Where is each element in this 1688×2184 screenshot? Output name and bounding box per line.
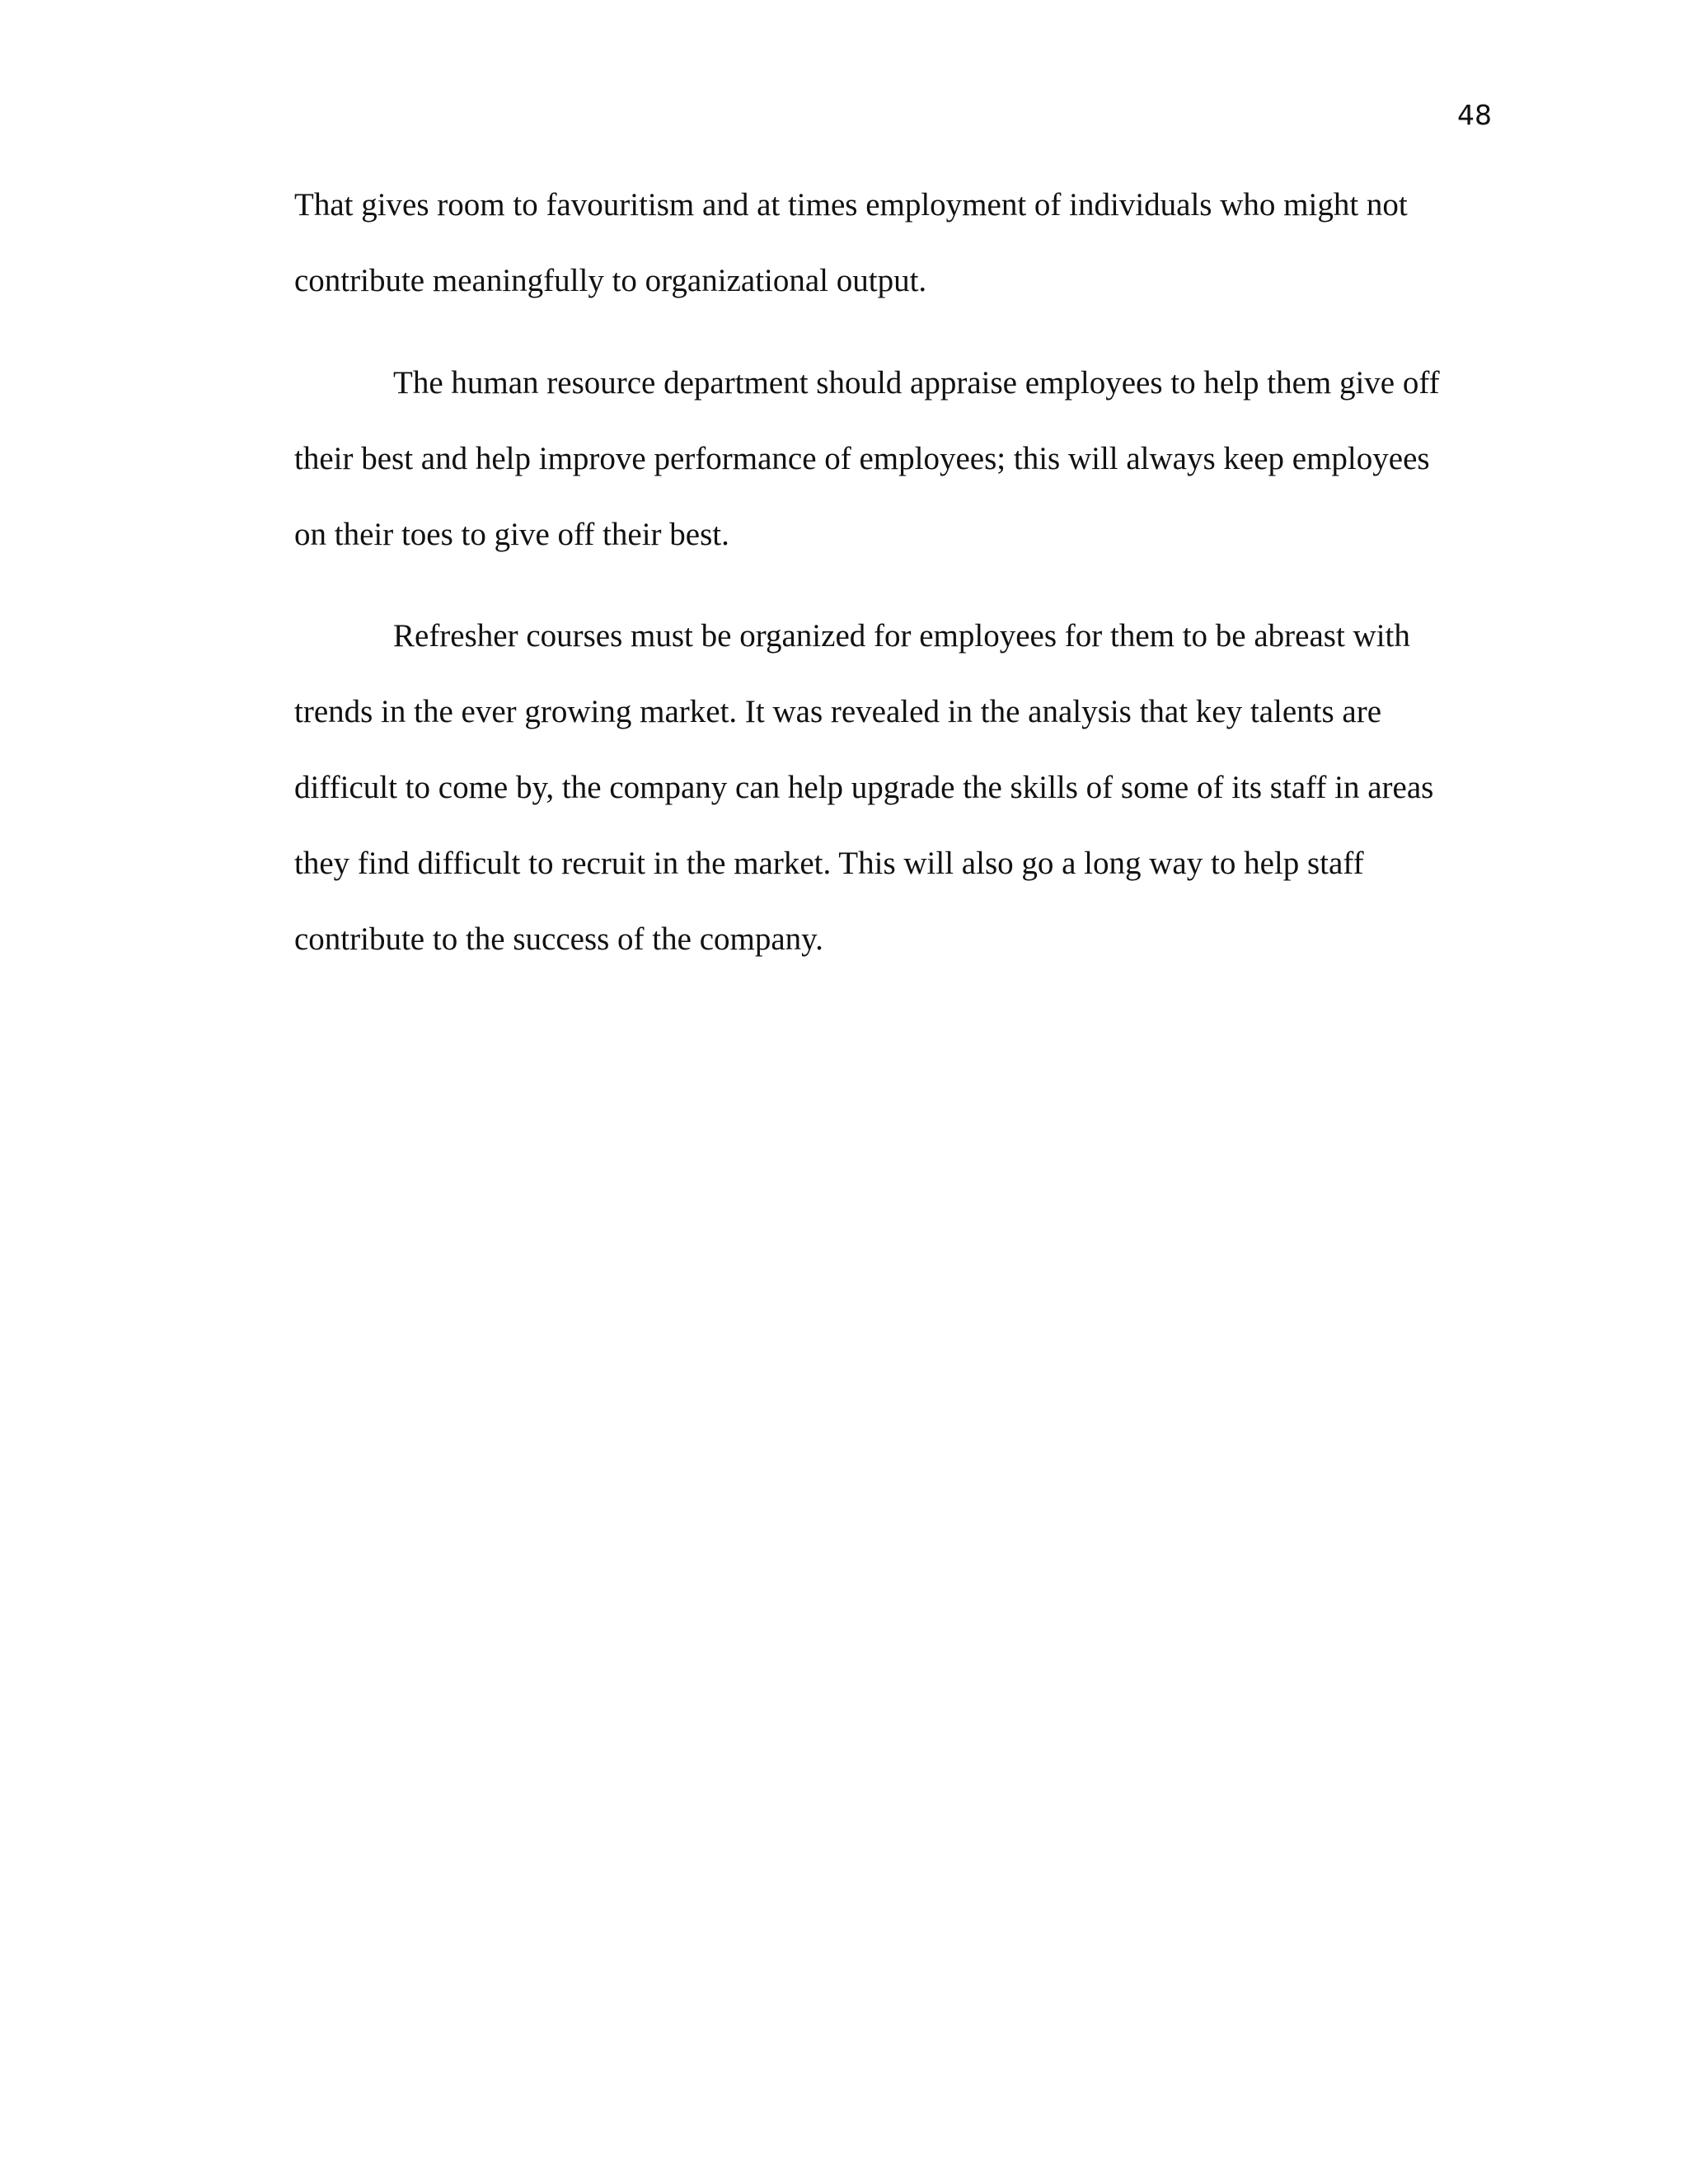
paragraph-1-line-1: That gives room to favouritism and at times employment of individuals who might not xyxy=(294,187,1408,223)
paragraph-2-line-3: on their toes to give off their best. xyxy=(294,517,729,552)
paragraph-3-line-5: contribute to the success of the company. xyxy=(294,921,823,957)
page-number: 48 xyxy=(1457,99,1492,131)
paragraph-1-line-2: contribute meaningfully to organizational output. xyxy=(294,263,927,298)
paragraph-3-line-1: Refresher courses must be organized for employees for them to be abreast with xyxy=(393,618,1410,654)
paragraph-2-line-1: The human resource department should appraise employees to help them give off xyxy=(393,365,1440,401)
paragraph-3-line-3: difficult to come by, the company can help upgrade the skills of some of its staff in areas xyxy=(294,770,1434,805)
paragraph-3-line-2: trends in the ever growing market. It was revealed in the analysis that key talents are xyxy=(294,694,1382,729)
paragraph-3-line-4: they find difficult to recruit in the market. This will also go a long way to help staff xyxy=(294,846,1364,881)
paragraph-2-line-2: their best and help improve performance of employees; this will always keep employees xyxy=(294,441,1430,476)
